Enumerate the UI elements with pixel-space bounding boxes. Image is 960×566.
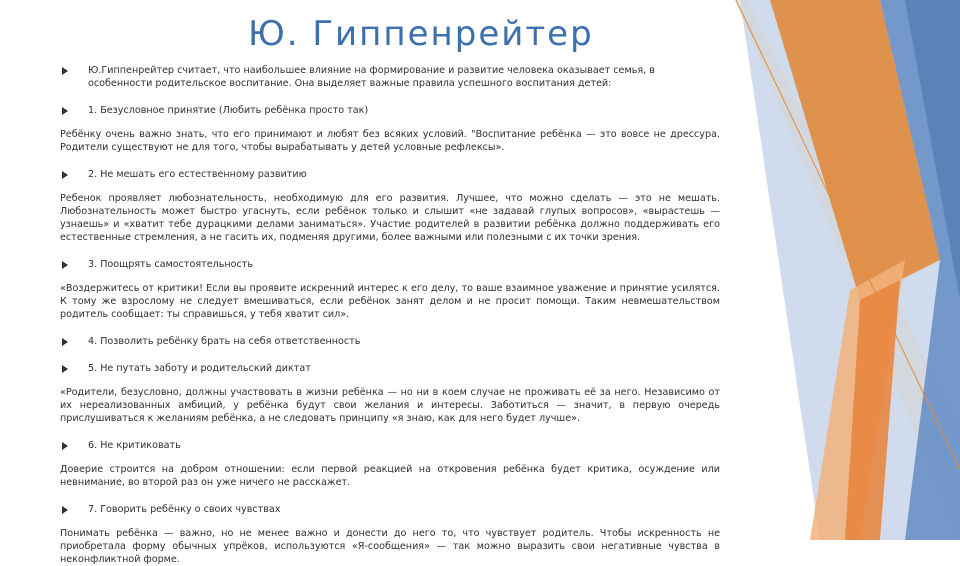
bullet-rule-4 [60,335,720,348]
paragraph-rule-7: Понимать ребёнка — важно, но не менее важно и донести до него то, что чувствует родитель. Чтобы искренность не приобретала форму обычных упрёков, используются «Я-сообщения» — так можно выразить свои негативные чувства в неконфликтной форме. [60,528,720,565]
bullet-arrow-icon [62,107,68,115]
bullet-text: 4. Позволить ребёнку брать на себя ответственность [88,336,361,347]
paragraph-rule-5: «Родители, безусловно, должны участвовать в жизни ребёнка — но ни в коем случае не проживать её за него. Независимо от их нереализованных амбиций, у ребёнка будут свои желания и интересы. Заботиться — значит, в первую очередь прислушиваться к желаниям ребёнка, а не следовать принципу «я знаю, как для него будет лучше». [60,387,720,424]
bullet-arrow-icon [62,171,68,179]
bullet-arrow-icon [62,261,68,269]
bullet-rule-5 [60,362,720,375]
bullet-text: 3. Поощрять самостоятельность [88,259,254,270]
bullet-intro [60,64,720,90]
bullet-arrow-icon [62,506,68,514]
deco-blue-light-facet [740,0,960,540]
bullet-text: 2. Не мешать его естественному развитию [88,169,307,180]
bullet-rule-3 [60,258,720,271]
deco-blue-dark-facet [905,0,960,300]
bullet-text: 5. Не путать заботу и родительский диктат [88,363,311,374]
bullet-text: 7. Говорить ребёнку о своих чувствах [88,504,281,515]
deco-orange-light-facet [810,260,905,540]
bullet-arrow-icon [62,338,68,346]
deco-line [736,0,960,470]
slide-title: Ю. Гиппенрейтер [248,14,594,54]
bullet-rule-6 [60,439,720,452]
paragraph-rule-3: «Воздержитесь от критики! Если вы проявите искренний интерес к его делу, то ваше взаимное уважение и принятие усилятся. К тому же взрослому не следует вмешиваться, если ребёнок занят делом и не просит помощи. Таким невмешательством родитель сообщает: ты справишься, у тебя хватит сил». [60,283,720,320]
bullet-rule-2 [60,168,720,181]
bullet-text: 1. Безусловное принятие (Любить ребёнка просто так) [88,105,369,116]
bullet-text: 6. Не критиковать [88,440,181,451]
deco-gray-facet [735,0,960,540]
bullet-arrow-icon [62,67,68,75]
bullet-rule-7 [60,503,720,516]
paragraph-rule-1: Ребёнку очень важно знать, что его принимают и любят без всяких условий. "Воспитание ребёнка — это вовсе не дрессура. Родители существуют не для того, чтобы вырабатывать у детей условные рефлексы». [60,129,720,153]
bullet-arrow-icon [62,442,68,450]
bullet-text: Ю.Гиппенрейтер считает, что наибольшее влияние на формирование и развитие человека оказывает семья, в особенности родительское воспитание. Она выделяет важные правила успешного воспитания детей: [88,65,655,89]
bullet-rule-1 [60,104,720,117]
deco-blue-facet [880,0,960,540]
deco-orange-facet [770,0,940,300]
slide-content [60,64,720,566]
paragraph-rule-2: Ребенок проявляет любознательность, необходимую для его развития. Лучшее, что можно сделать — это не мешать. Любознательность может быстро угаснуть, если ребёнок только и слышит «не задавай глупых вопросов», «вырастешь — узнаешь» и «хватит тебе дурацкими делами заниматься». Участие родителей в развитии ребёнка должно поддерживать его естественные стремления, а не гасить их, подменяя другими, более важными или полезными с их точки зрения. [60,193,720,243]
paragraph-rule-6: Доверие строится на добром отношении: если первой реакцией на откровения ребёнка будет критика, осуждение или невнимание, во второй раз он уже ничего не расскажет. [60,464,720,488]
bullet-arrow-icon [62,365,68,373]
deco-orange-bottom-facet [845,280,900,540]
